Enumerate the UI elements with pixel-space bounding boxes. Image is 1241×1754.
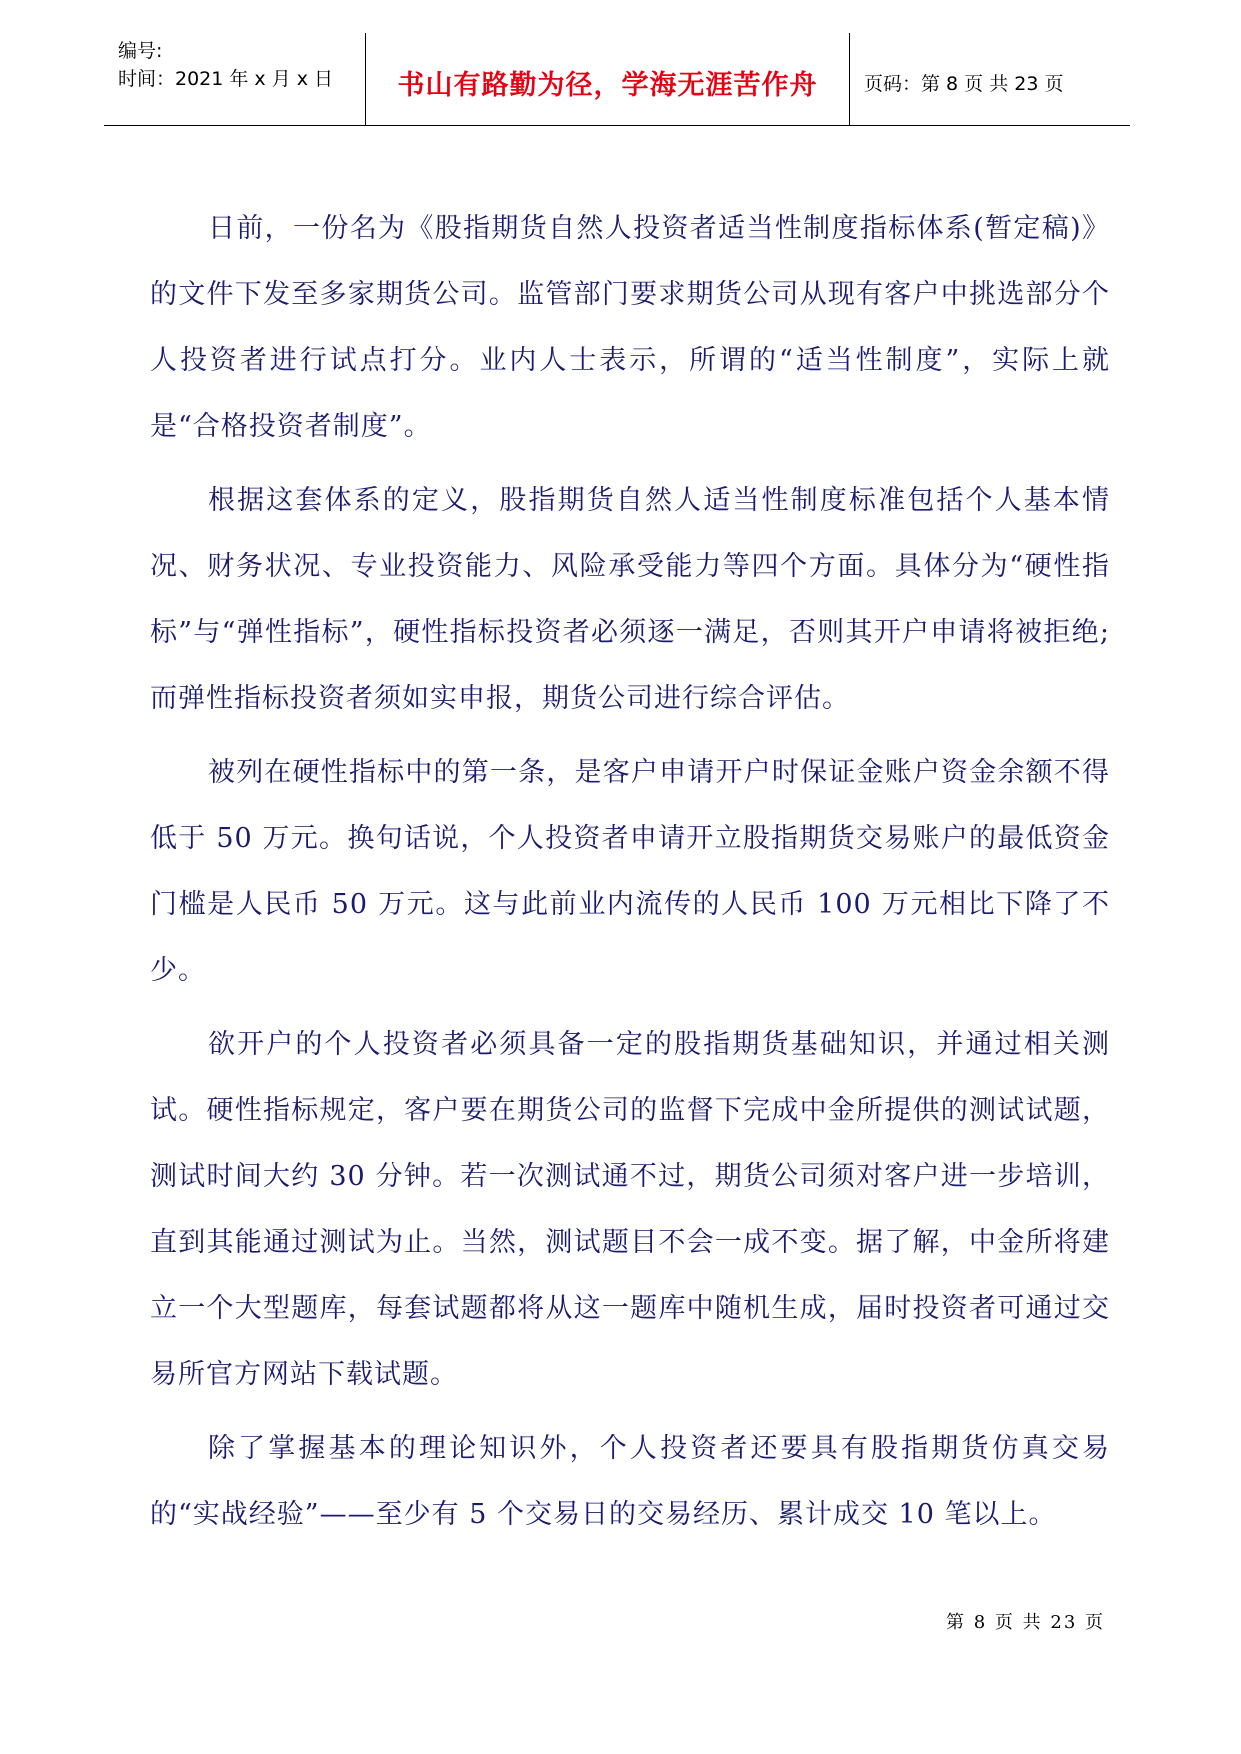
header-page-cell	[850, 33, 1130, 125]
paragraph: 欲开户的个人投资者必须具备一定的股指期货基础知识，并通过相关测试。硬性指标规定，客户要在期货公司的监督下完成中金所提供的测试试题，测试时间大约 30 分钟。若一次测试通不过，期货公司须对客户进一步培训，直到其能通过测试为止。当然，测试题目不会一成不变。据了解，中金所将建立一个大型题库，每套试题都将从这一题库中随机生成，届时投资者可通过交易所官方网站下载试题。	[150, 1029, 1110, 1390]
paragraph: 根据这套体系的定义，股指期货自然人适当性制度标准包括个人基本情况、财务状况、专业投资能力、风险承受能力等四个方面。具体分为“硬性指标”与“弹性指标”，硬性指标投资者必须逐一满足，否则其开户申请将被拒绝;而弹性指标投资者须如实申报，期货公司进行综合评估。	[150, 485, 1110, 714]
paragraph: 日前，一份名为《股指期货自然人投资者适当性制度指标体系(暂定稿)》的文件下发至多家期货公司。监管部门要求期货公司从现有客户中挑选部分个人投资者进行试点打分。业内人士表示，所谓的“适当性制度”，实际上就是“合格投资者制度”。	[150, 213, 1110, 442]
page-header	[104, 33, 1130, 126]
serial-label: 编号:	[118, 40, 163, 62]
page-footer: 第 8 页 共 23 页	[946, 1612, 1105, 1633]
document-body	[150, 196, 1110, 1556]
time-label: 时间：2021 年 x 月 x 日	[118, 68, 334, 90]
page-info: 页码：第 8 页 共 23 页	[864, 72, 1064, 95]
header-meta-cell	[104, 33, 366, 125]
motto-text: 书山有路勤为径，学海无涯苦作舟	[397, 69, 818, 101]
paragraph: 被列在硬性指标中的第一条，是客户申请开户时保证金账户资金余额不得低于 50 万元。换句话说，个人投资者申请开立股指期货交易账户的最低资金门槛是人民币 50 万元。这与此前业内流传的人民币 100 万元相比下降了不少。	[150, 757, 1110, 986]
header-motto-cell	[366, 33, 850, 125]
paragraph: 除了掌握基本的理论知识外，个人投资者还要具有股指期货仿真交易的“实战经验”——至少有 5 个交易日的交易经历、累计成交 10 笔以上。	[150, 1433, 1110, 1530]
